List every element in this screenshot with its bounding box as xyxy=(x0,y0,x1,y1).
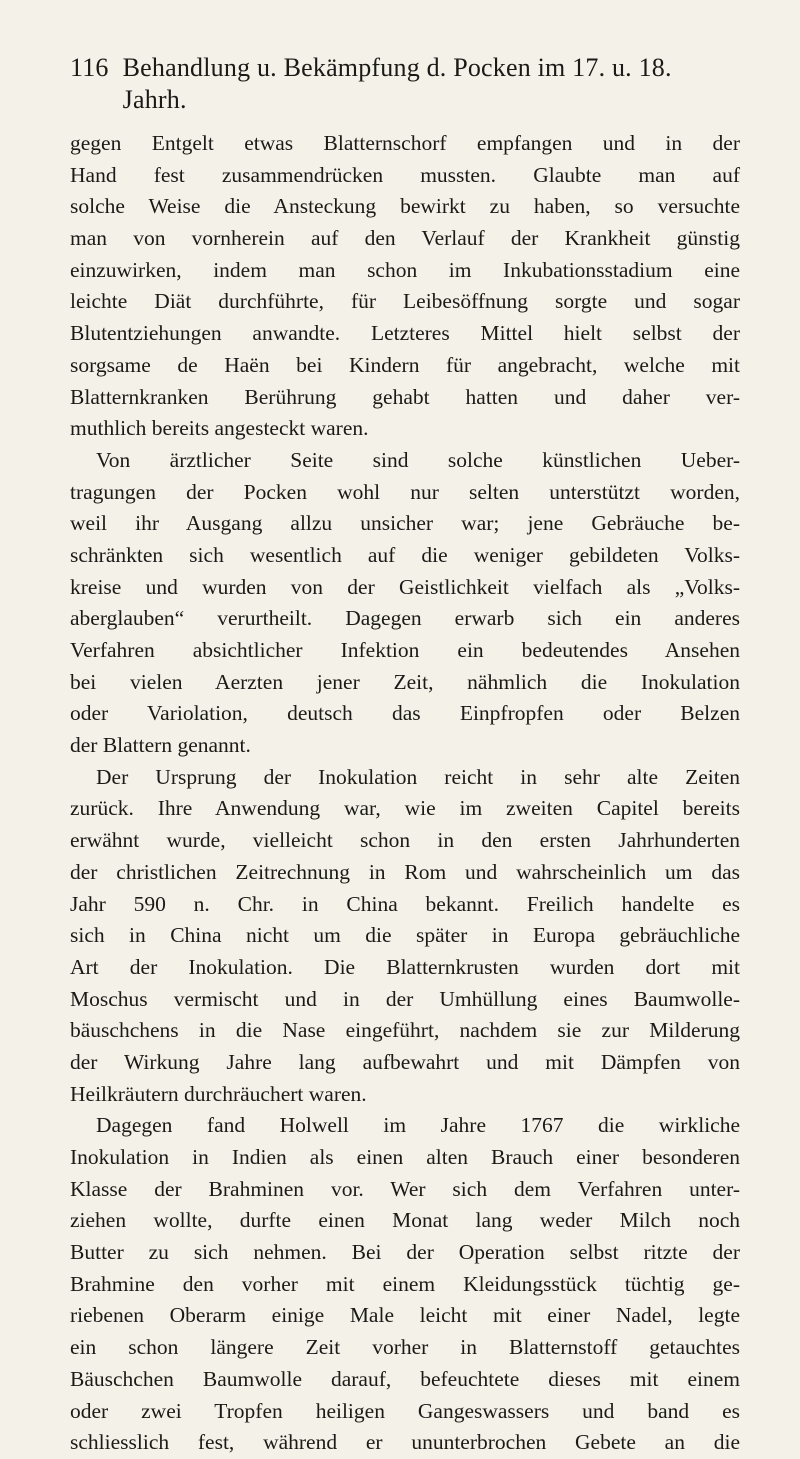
text-line: Hand fest zusammendrücken mussten. Glaubte man auf xyxy=(70,162,740,187)
text-line: solche Weise die Ansteckung bewirkt zu haben, so versuchte xyxy=(70,194,740,219)
text-line: der christlichen Zeitrechnung in Rom und wahrscheinlich um das xyxy=(70,859,740,884)
text-line: schränkten sich wesentlich auf die weniger gebildeten Volks- xyxy=(70,542,740,567)
text-line: muthlich bereits angesteckt waren. xyxy=(70,416,369,441)
paragraph xyxy=(70,128,740,445)
text-line: bei vielen Aerzten jener Zeit, nähmlich die Inokulation xyxy=(70,669,740,694)
text-line: Brahmine den vorher mit einem Kleidungsstück tüchtig ge- xyxy=(70,1271,740,1296)
page-number: 116 xyxy=(70,53,109,82)
paragraph xyxy=(70,1110,740,1459)
text-line: Von ärztlicher Seite sind solche künstlichen Ueber- xyxy=(96,447,740,472)
text-line: bäuschchens in die Nase eingeführt, nachdem sie zur Milderung xyxy=(70,1018,740,1043)
text-line: der Wirkung Jahre lang aufbewahrt und mit Dämpfen von xyxy=(70,1049,740,1074)
text-line: Inokulation in Indien als einen alten Brauch einer besonderen xyxy=(70,1145,740,1169)
text-line: Klasse der Brahminen vor. Wer sich dem Verfahren unter- xyxy=(70,1176,740,1201)
text-line: gegen Entgelt etwas Blatternschorf empfangen und in der xyxy=(70,131,740,155)
text-line: der Blattern genannt. xyxy=(70,733,251,758)
text-line: sich in China nicht um die später in Europa gebräuchliche xyxy=(70,923,740,948)
text-line: leichte Diät durchführte, für Leibesöffnung sorgte und sogar xyxy=(70,289,740,314)
text-line: riebenen Oberarm einige Male leicht mit einer Nadel, legte xyxy=(70,1303,740,1328)
text-line: Moschus vermischt und in der Umhüllung eines Baumwolle- xyxy=(70,986,740,1011)
text-line: Jahr 590 n. Chr. in China bekannt. Freilich handelte es xyxy=(70,891,740,916)
text-line: weil ihr Ausgang allzu unsicher war; jene Gebräuche be- xyxy=(70,511,740,536)
text-line: kreise und wurden von der Geistlichkeit vielfach als „Volks- xyxy=(70,574,740,599)
text-line: oder Variolation, deutsch das Einpfropfen oder Belzen xyxy=(70,701,740,726)
text-line: aberglauben“ verurtheilt. Dagegen erwarb sich ein anderes xyxy=(70,606,740,631)
text-line: Heilkräutern durchräuchert waren. xyxy=(70,1081,367,1106)
text-line: erwähnt wurde, vielleicht schon in den ersten Jahrhunderten xyxy=(70,828,740,853)
text-line: zurück. Ihre Anwendung war, wie im zweiten Capitel bereits xyxy=(70,796,740,821)
text-line: Bäuschchen Baumwolle darauf, befeuchtete dieses mit einem xyxy=(70,1366,740,1391)
text-line: oder zwei Tropfen heiligen Gangeswassers und band es xyxy=(70,1398,740,1423)
text-line: tragungen der Pocken wohl nur selten unterstützt worden, xyxy=(70,479,740,504)
body-text xyxy=(70,128,740,1459)
text-line: man von vornherein auf den Verlauf der Krankheit günstig xyxy=(70,226,740,251)
text-line: einzuwirken, indem man schon im Inkubationsstadium eine xyxy=(70,257,740,282)
text-line: Art der Inokulation. Die Blatternkrusten wurden dort mit xyxy=(70,954,740,979)
paragraph xyxy=(70,445,740,762)
text-line: sorgsame de Haën bei Kindern für angebracht, welche mit xyxy=(70,352,740,377)
text-line: Dagegen fand Holwell im Jahre 1767 die wirkliche xyxy=(96,1113,740,1138)
paragraph xyxy=(70,762,740,1111)
text-line: ziehen wollte, durfte einen Monat lang weder Milch noch xyxy=(70,1208,740,1233)
running-title: Behandlung u. Bekämpfung d. Pocken im 17. u. 18. Jahrh. xyxy=(122,53,672,114)
text-line: ein schon längere Zeit vorher in Blatternstoff getauchtes xyxy=(70,1335,740,1360)
text-line: schliesslich fest, während er ununterbrochen Gebete an die xyxy=(70,1430,740,1455)
text-line: Der Ursprung der Inokulation reicht in sehr alte Zeiten xyxy=(96,764,740,789)
text-line: Verfahren absichtlicher Infektion ein bedeutendes Ansehen xyxy=(70,638,740,662)
text-line: Blatternkranken Berührung gehabt hatten und daher ver- xyxy=(70,384,740,409)
text-line: Blutentziehungen anwandte. Letzteres Mittel hielt selbst der xyxy=(70,321,740,346)
text-line: Butter zu sich nehmen. Bei der Operation selbst ritzte der xyxy=(70,1240,740,1265)
page-header xyxy=(70,52,740,116)
